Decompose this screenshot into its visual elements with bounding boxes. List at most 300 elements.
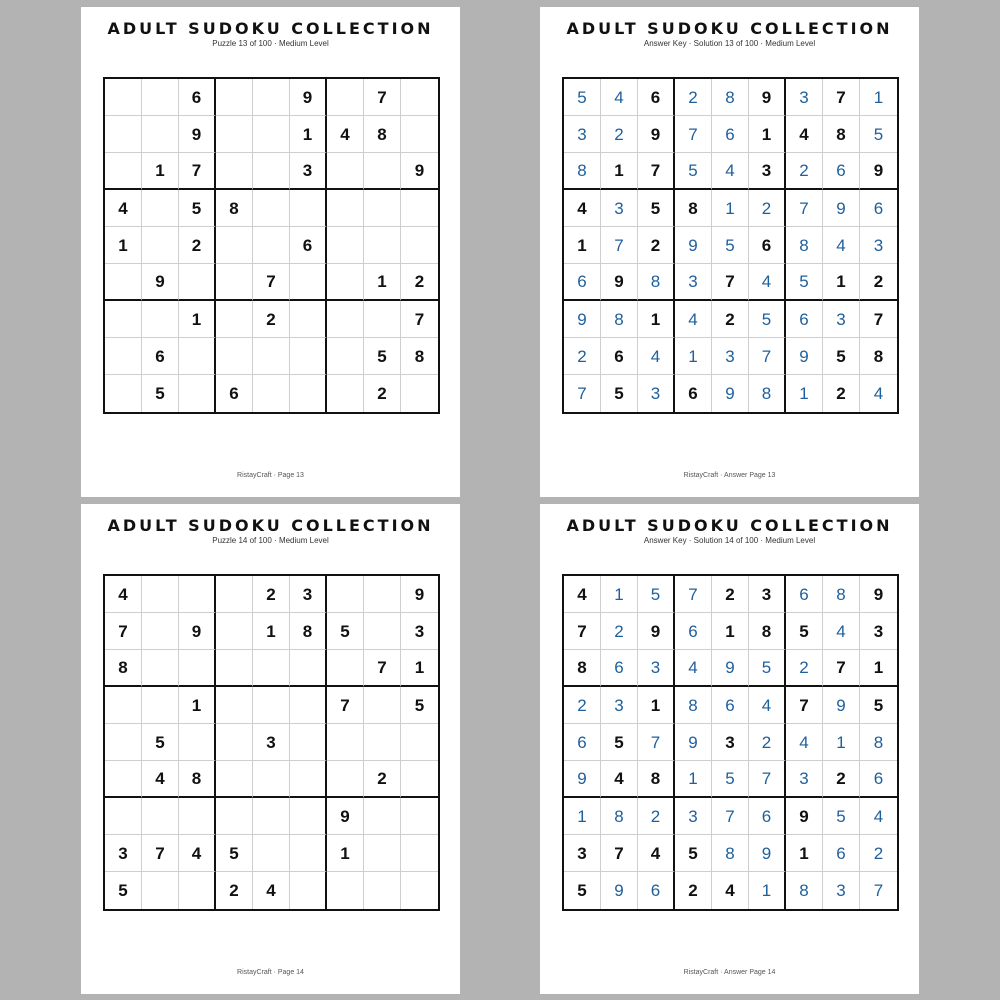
sudoku-cell: 2 [253, 301, 290, 338]
sudoku-solution-grid [562, 574, 899, 911]
sudoku-cell: 2 [179, 227, 216, 264]
sudoku-cell: 1 [638, 687, 675, 724]
sudoku-cell [327, 153, 364, 190]
sudoku-cell: 4 [786, 724, 823, 761]
sudoku-cell [364, 724, 401, 761]
sudoku-cell: 7 [823, 79, 860, 116]
sudoku-cell [142, 687, 179, 724]
sudoku-cell: 4 [860, 798, 897, 835]
sudoku-cell: 8 [860, 338, 897, 375]
sudoku-cell: 7 [253, 264, 290, 301]
sudoku-cell: 3 [786, 79, 823, 116]
sudoku-cell: 3 [401, 613, 438, 650]
sudoku-cell [142, 79, 179, 116]
sudoku-cell: 3 [712, 724, 749, 761]
sudoku-cell [142, 576, 179, 613]
sudoku-cell: 3 [749, 153, 786, 190]
sudoku-cell [142, 227, 179, 264]
sudoku-cell: 3 [638, 650, 675, 687]
sudoku-cell [364, 798, 401, 835]
sudoku-cell [327, 227, 364, 264]
sudoku-cell [290, 835, 327, 872]
sudoku-cell: 6 [638, 872, 675, 909]
sudoku-cell: 1 [712, 613, 749, 650]
sudoku-cell [253, 227, 290, 264]
sudoku-cell [253, 650, 290, 687]
sudoku-cell: 6 [786, 301, 823, 338]
sudoku-cell: 7 [675, 576, 712, 613]
page-subtitle: Answer Key · Solution 13 of 100 · Medium Level [643, 39, 816, 48]
sudoku-cell: 5 [601, 375, 638, 412]
sudoku-cell: 2 [638, 798, 675, 835]
sudoku-cell [216, 650, 253, 687]
sudoku-cell: 6 [712, 116, 749, 153]
sudoku-cell: 2 [712, 576, 749, 613]
sudoku-cell [327, 576, 364, 613]
sudoku-cell: 3 [253, 724, 290, 761]
sudoku-cell: 1 [290, 116, 327, 153]
sudoku-cell: 9 [564, 761, 601, 798]
sudoku-cell: 4 [564, 190, 601, 227]
sudoku-cell: 5 [564, 79, 601, 116]
sudoku-cell: 5 [786, 613, 823, 650]
sudoku-cell: 3 [860, 613, 897, 650]
sudoku-cell [216, 798, 253, 835]
sudoku-cell: 1 [179, 301, 216, 338]
sudoku-cell [401, 375, 438, 412]
page-title: ADULT SUDOKU COLLECTION [566, 19, 893, 38]
sudoku-cell: 8 [564, 153, 601, 190]
sudoku-cell: 9 [823, 190, 860, 227]
sudoku-cell [253, 835, 290, 872]
sudoku-cell [327, 650, 364, 687]
sudoku-cell [216, 116, 253, 153]
sudoku-cell: 9 [786, 798, 823, 835]
sudoku-cell [364, 227, 401, 264]
sudoku-cell: 6 [564, 264, 601, 301]
sudoku-cell: 8 [105, 650, 142, 687]
sudoku-cell: 2 [401, 264, 438, 301]
sudoku-cell: 9 [601, 872, 638, 909]
sudoku-cell: 3 [675, 798, 712, 835]
sudoku-cell: 3 [290, 576, 327, 613]
sudoku-cell: 5 [823, 338, 860, 375]
sudoku-cell: 1 [179, 687, 216, 724]
sudoku-cell: 6 [601, 338, 638, 375]
sudoku-cell [327, 79, 364, 116]
sudoku-cell [327, 264, 364, 301]
sudoku-cell: 4 [253, 872, 290, 909]
sudoku-cell: 4 [873, 384, 884, 403]
sudoku-cell: 2 [786, 650, 823, 687]
sudoku-cell: 6 [675, 375, 712, 412]
sudoku-cell [216, 301, 253, 338]
sudoku-cell [253, 338, 290, 375]
sudoku-cell: 9 [749, 835, 786, 872]
sudoku-cell: 6 [179, 79, 216, 116]
sudoku-cell [105, 116, 142, 153]
sudoku-cell [290, 650, 327, 687]
sudoku-cell: 8 [786, 872, 823, 909]
sudoku-cell: 8 [401, 338, 438, 375]
sudoku-cell [290, 724, 327, 761]
sudoku-cell: 8 [675, 190, 712, 227]
sudoku-cell: 2 [749, 724, 786, 761]
sudoku-cell: 7 [712, 264, 749, 301]
sudoku-cell: 9 [712, 650, 749, 687]
sudoku-cell: 2 [601, 613, 638, 650]
sudoku-cell [216, 338, 253, 375]
page-footer: RistayCraft · Page 13 [237, 472, 304, 479]
sudoku-cell [290, 264, 327, 301]
sudoku-cell: 6 [823, 153, 860, 190]
sudoku-cell: 2 [823, 375, 860, 412]
sudoku-cell [290, 872, 327, 909]
sudoku-cell [401, 190, 438, 227]
sudoku-cell: 6 [712, 687, 749, 724]
sudoku-cell: 9 [290, 79, 327, 116]
sudoku-cell [216, 687, 253, 724]
sudoku-cell: 8 [216, 190, 253, 227]
page-title: ADULT SUDOKU COLLECTION [566, 516, 893, 535]
sudoku-cell [364, 872, 401, 909]
sudoku-cell: 1 [105, 227, 142, 264]
sudoku-cell: 6 [823, 835, 860, 872]
sudoku-cell: 7 [564, 613, 601, 650]
sudoku-cell: 8 [823, 576, 860, 613]
sudoku-cell: 7 [860, 301, 897, 338]
sudoku-cell: 3 [601, 190, 638, 227]
sudoku-cell: 5 [601, 724, 638, 761]
sudoku-cell [290, 301, 327, 338]
sudoku-cell: 3 [749, 576, 786, 613]
sudoku-cell: 4 [749, 687, 786, 724]
sudoku-cell: 4 [638, 835, 675, 872]
sudoku-cell [142, 190, 179, 227]
sudoku-cell: 6 [860, 190, 897, 227]
sudoku-cell: 7 [638, 724, 675, 761]
sudoku-cell [327, 338, 364, 375]
sudoku-cell: 4 [179, 835, 216, 872]
sudoku-cell [327, 724, 364, 761]
sudoku-cell [401, 227, 438, 264]
page-footer: RistayCraft · Answer Page 13 [683, 472, 776, 479]
sudoku-cell: 6 [638, 79, 675, 116]
sudoku-cell: 3 [712, 338, 749, 375]
sudoku-cell [105, 264, 142, 301]
sudoku-cell: 7 [564, 375, 601, 412]
sudoku-cell [179, 872, 216, 909]
sudoku-cell: 7 [749, 338, 786, 375]
sudoku-cell [401, 872, 438, 909]
page-footer: RistayCraft · Page 14 [237, 969, 304, 976]
sudoku-cell: 2 [364, 375, 401, 412]
sudoku-cell [364, 613, 401, 650]
puzzle-page-13 [81, 7, 460, 497]
sudoku-cell: 5 [327, 613, 364, 650]
sudoku-cell: 3 [675, 264, 712, 301]
sudoku-cell: 3 [823, 301, 860, 338]
sudoku-cell: 7 [327, 687, 364, 724]
sudoku-cell: 8 [601, 798, 638, 835]
sudoku-cell: 2 [675, 872, 712, 909]
sudoku-cell: 3 [638, 375, 675, 412]
answer-page-13 [540, 7, 919, 497]
sudoku-cell: 1 [749, 116, 786, 153]
sudoku-cell: 8 [823, 116, 860, 153]
sudoku-cell [327, 375, 364, 412]
sudoku-cell [253, 153, 290, 190]
sudoku-cell: 6 [601, 650, 638, 687]
sudoku-cell: 8 [749, 613, 786, 650]
sudoku-cell: 1 [675, 338, 712, 375]
sudoku-cell: 1 [786, 835, 823, 872]
sudoku-cell: 4 [823, 613, 860, 650]
sudoku-cell: 5 [638, 576, 675, 613]
sudoku-cell: 5 [142, 375, 179, 412]
sudoku-cell: 1 [749, 872, 786, 909]
sudoku-cell: 8 [601, 301, 638, 338]
sudoku-cell [105, 301, 142, 338]
sudoku-cell: 2 [638, 227, 675, 264]
sudoku-cell: 3 [860, 227, 897, 264]
sudoku-cell: 5 [105, 872, 142, 909]
sudoku-cell: 8 [712, 79, 749, 116]
sudoku-cell: 9 [638, 116, 675, 153]
sudoku-cell: 1 [601, 153, 638, 190]
sudoku-cell [179, 798, 216, 835]
sudoku-cell: 7 [823, 650, 860, 687]
sudoku-cell: 4 [675, 650, 712, 687]
sudoku-cell: 7 [601, 835, 638, 872]
sudoku-cell [142, 613, 179, 650]
sudoku-cell [401, 798, 438, 835]
sudoku-cell: 2 [823, 761, 860, 798]
sudoku-cell [105, 153, 142, 190]
sudoku-cell: 3 [290, 153, 327, 190]
sudoku-cell [105, 761, 142, 798]
sudoku-cell [179, 724, 216, 761]
sudoku-cell: 1 [564, 798, 601, 835]
page-subtitle: Puzzle 14 of 100 · Medium Level [212, 536, 329, 545]
sudoku-cell: 1 [712, 190, 749, 227]
sudoku-cell: 7 [601, 227, 638, 264]
sudoku-cell [105, 79, 142, 116]
sudoku-cell: 9 [179, 116, 216, 153]
sudoku-cell: 4 [327, 116, 364, 153]
sudoku-cell: 1 [142, 153, 179, 190]
sudoku-cell: 8 [675, 687, 712, 724]
sudoku-cell: 7 [873, 881, 884, 900]
sudoku-cell: 9 [786, 338, 823, 375]
sudoku-cell [105, 724, 142, 761]
answer-page-14 [540, 504, 919, 994]
sudoku-cell: 8 [364, 116, 401, 153]
sudoku-cell: 1 [401, 650, 438, 687]
sudoku-cell: 8 [860, 724, 897, 761]
sudoku-cell [290, 798, 327, 835]
sudoku-cell: 9 [675, 227, 712, 264]
sudoku-cell [216, 264, 253, 301]
sudoku-cell: 2 [749, 190, 786, 227]
page-title: ADULT SUDOKU COLLECTION [107, 516, 434, 535]
sudoku-cell: 6 [142, 338, 179, 375]
sudoku-cell [142, 872, 179, 909]
sudoku-cell [401, 79, 438, 116]
sudoku-cell: 4 [564, 576, 601, 613]
sudoku-cell: 5 [401, 687, 438, 724]
sudoku-cell [253, 798, 290, 835]
sudoku-cell: 6 [749, 227, 786, 264]
sudoku-cell [290, 687, 327, 724]
puzzle-page-14 [81, 504, 460, 994]
sudoku-cell [142, 798, 179, 835]
sudoku-cell: 6 [290, 227, 327, 264]
sudoku-cell [105, 687, 142, 724]
sudoku-cell: 5 [860, 687, 897, 724]
sudoku-cell: 6 [860, 761, 897, 798]
page-subtitle: Answer Key · Solution 14 of 100 · Medium Level [643, 536, 816, 545]
sudoku-cell [253, 79, 290, 116]
sudoku-cell [216, 724, 253, 761]
sudoku-cell: 4 [601, 79, 638, 116]
sudoku-cell [253, 190, 290, 227]
sudoku-cell: 6 [786, 576, 823, 613]
sudoku-cell [364, 576, 401, 613]
sudoku-cell [327, 301, 364, 338]
sudoku-cell: 2 [675, 79, 712, 116]
sudoku-cell: 7 [712, 798, 749, 835]
sudoku-cell: 9 [675, 724, 712, 761]
sudoku-cell [401, 116, 438, 153]
sudoku-cell: 9 [601, 264, 638, 301]
sudoku-cell: 4 [105, 576, 142, 613]
sudoku-cell: 7 [786, 190, 823, 227]
sudoku-cell [327, 190, 364, 227]
sudoku-cell [216, 613, 253, 650]
sudoku-cell [364, 190, 401, 227]
sudoku-cell: 5 [638, 190, 675, 227]
sudoku-cell: 4 [105, 190, 142, 227]
sudoku-cell: 9 [401, 576, 438, 613]
sudoku-cell: 3 [601, 687, 638, 724]
sudoku-cell: 9 [712, 375, 749, 412]
sudoku-cell: 1 [860, 79, 897, 116]
sudoku-cell [142, 116, 179, 153]
sudoku-cell: 3 [823, 872, 860, 909]
sudoku-cell: 7 [786, 687, 823, 724]
sudoku-cell [142, 301, 179, 338]
sudoku-cell: 3 [564, 835, 601, 872]
sudoku-solution-grid [562, 77, 899, 414]
sudoku-cell: 8 [564, 650, 601, 687]
sudoku-cell: 2 [216, 872, 253, 909]
sudoku-cell: 4 [712, 153, 749, 190]
sudoku-cell: 1 [364, 264, 401, 301]
sudoku-cell: 7 [364, 650, 401, 687]
sudoku-cell: 2 [564, 338, 601, 375]
sudoku-cell [253, 761, 290, 798]
sudoku-cell [179, 576, 216, 613]
sudoku-cell: 9 [327, 798, 364, 835]
sudoku-cell [290, 375, 327, 412]
sudoku-cell: 5 [712, 761, 749, 798]
sudoku-cell [290, 338, 327, 375]
sudoku-cell: 6 [564, 724, 601, 761]
sudoku-cell: 8 [712, 835, 749, 872]
sudoku-cell: 1 [786, 375, 823, 412]
page-title: ADULT SUDOKU COLLECTION [107, 19, 434, 38]
sudoku-cell: 9 [860, 153, 897, 190]
sudoku-grid [103, 574, 440, 911]
sudoku-cell: 9 [142, 264, 179, 301]
sudoku-cell [253, 375, 290, 412]
sudoku-cell [105, 375, 142, 412]
sudoku-cell: 9 [860, 576, 897, 613]
sudoku-cell: 9 [749, 79, 786, 116]
page-subtitle: Puzzle 13 of 100 · Medium Level [212, 39, 329, 48]
sudoku-cell [290, 190, 327, 227]
sudoku-cell: 7 [179, 153, 216, 190]
sudoku-cell: 8 [290, 613, 327, 650]
sudoku-cell: 1 [823, 724, 860, 761]
sudoku-cell: 7 [401, 301, 438, 338]
sudoku-cell [401, 761, 438, 798]
sudoku-cell: 2 [253, 576, 290, 613]
sudoku-cell [364, 835, 401, 872]
sudoku-cell: 8 [179, 761, 216, 798]
sudoku-cell: 5 [860, 116, 897, 153]
sudoku-cell: 5 [675, 835, 712, 872]
sudoku-cell [216, 153, 253, 190]
sudoku-cell: 1 [675, 761, 712, 798]
sudoku-cell: 5 [749, 650, 786, 687]
sudoku-grid [103, 77, 440, 414]
sudoku-cell: 1 [823, 264, 860, 301]
sudoku-cell: 8 [638, 761, 675, 798]
sudoku-cell: 9 [638, 613, 675, 650]
sudoku-cell: 4 [823, 227, 860, 264]
sudoku-cell [179, 375, 216, 412]
sudoku-cell [216, 79, 253, 116]
sudoku-cell: 6 [749, 798, 786, 835]
sudoku-cell: 9 [179, 613, 216, 650]
sudoku-cell: 7 [749, 761, 786, 798]
sudoku-cell: 4 [749, 264, 786, 301]
page-footer: RistayCraft · Answer Page 14 [683, 969, 776, 976]
sudoku-cell: 1 [601, 576, 638, 613]
sudoku-cell [401, 835, 438, 872]
sudoku-cell [179, 338, 216, 375]
sudoku-cell: 5 [564, 872, 601, 909]
sudoku-cell [216, 227, 253, 264]
sudoku-cell: 9 [401, 153, 438, 190]
sudoku-cell [216, 576, 253, 613]
sudoku-cell: 1 [564, 227, 601, 264]
sudoku-cell: 4 [638, 338, 675, 375]
sudoku-cell: 1 [327, 835, 364, 872]
sudoku-cell: 8 [786, 227, 823, 264]
sudoku-cell [327, 872, 364, 909]
sudoku-cell [253, 116, 290, 153]
sudoku-cell: 5 [179, 190, 216, 227]
sudoku-cell: 5 [364, 338, 401, 375]
sudoku-cell: 7 [142, 835, 179, 872]
sudoku-cell: 4 [712, 872, 749, 909]
sudoku-cell: 2 [564, 687, 601, 724]
sudoku-cell: 2 [860, 835, 897, 872]
sudoku-cell: 7 [675, 116, 712, 153]
